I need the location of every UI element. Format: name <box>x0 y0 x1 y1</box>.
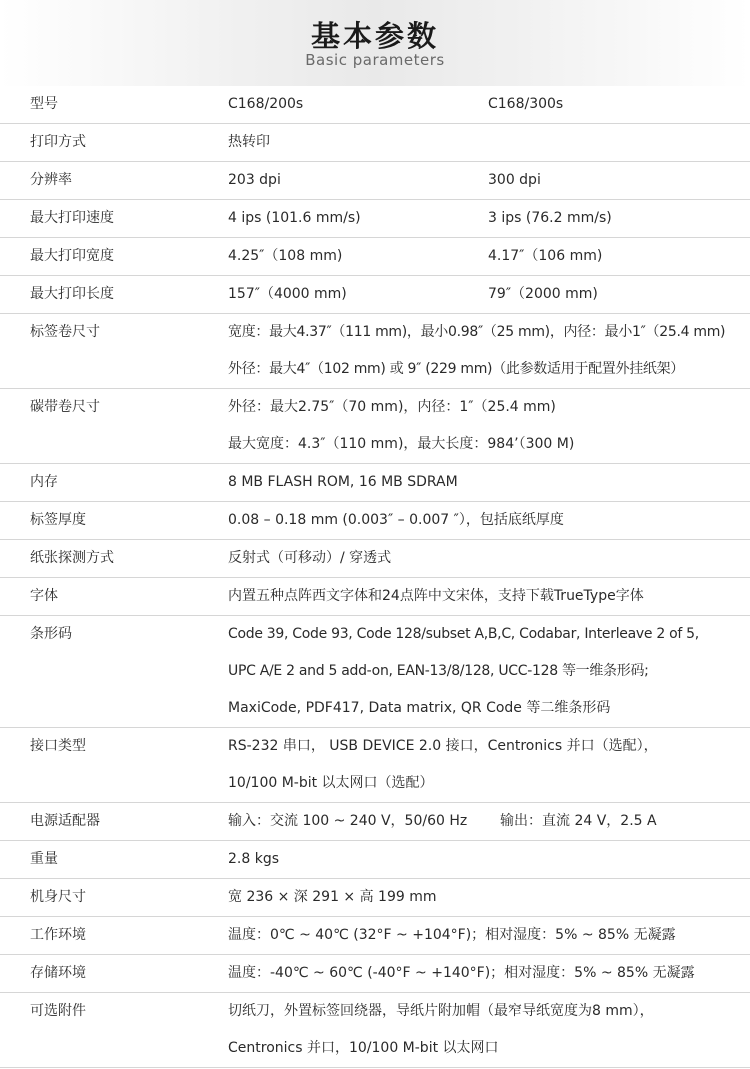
spec-value-line: 外径：最大2.75″（70 mm)，内径：1″（25.4 mm) <box>228 399 556 415</box>
spec-row-model <box>0 86 750 124</box>
spec-value-200s: 157″（4000 mm) <box>228 286 347 302</box>
spec-value-200s: 203 dpi <box>228 172 281 188</box>
spec-value-line: 10/100 M-bit 以太网口（选配） <box>228 775 434 791</box>
spec-value-300s: 79″（2000 mm) <box>488 286 598 302</box>
spec-value-line: UPC A/E 2 and 5 add-on, EAN-13/8/128, UCC-128 等一维条形码; <box>228 663 649 679</box>
spec-row-storage-env <box>0 955 750 993</box>
spec-value-line: MaxiCode, PDF417, Data matrix, QR Code 等二维条形码 <box>228 700 611 716</box>
spec-value-200s: 4.25″（108 mm) <box>228 248 343 264</box>
spec-label: 内存 <box>30 474 58 490</box>
spec-label: 最大打印长度 <box>30 286 114 302</box>
spec-row-label-thickness <box>0 502 750 540</box>
spec-row-options <box>0 993 750 1068</box>
spec-label: 机身尺寸 <box>30 889 86 905</box>
spec-row-dimensions <box>0 879 750 917</box>
spec-row-max-width <box>0 238 750 276</box>
spec-table <box>0 86 750 1068</box>
spec-row-fonts <box>0 578 750 616</box>
page-title: 基本参数 <box>310 19 439 53</box>
spec-value-300s: C168/300s <box>488 96 564 112</box>
spec-value: 反射式（可移动）/ 穿透式 <box>228 550 392 566</box>
spec-value: 0.08 – 0.18 mm (0.003″ – 0.007 ″），包括底纸厚度 <box>228 512 564 528</box>
spec-value-200s: 4 ips (101.6 mm/s) <box>228 210 361 226</box>
spec-row-label-roll <box>0 314 750 389</box>
spec-row-power <box>0 803 750 841</box>
spec-label: 可选附件 <box>30 1003 86 1019</box>
spec-row-operating-env <box>0 917 750 955</box>
spec-label: 接口类型 <box>30 738 86 754</box>
spec-row-max-length <box>0 276 750 314</box>
spec-label: 最大打印宽度 <box>30 248 114 264</box>
spec-value-line: 外径：最大4″（102 mm) 或 9″ (229 mm)（此参数适用于配置外挂纸架） <box>228 361 685 377</box>
spec-value-300s: 3 ips (76.2 mm/s) <box>488 210 612 226</box>
spec-row-barcode <box>0 616 750 728</box>
spec-value: 温度：0℃ ~ 40℃ (32°F ~ +104°F)；相对湿度：5% ~ 85% 无凝露 <box>228 927 676 943</box>
spec-label: 分辨率 <box>30 172 72 188</box>
spec-row-ribbon-roll <box>0 389 750 464</box>
spec-label: 最大打印速度 <box>30 210 114 226</box>
spec-label: 条形码 <box>30 626 72 642</box>
spec-value-300s: 300 dpi <box>488 172 541 188</box>
spec-row-memory <box>0 464 750 502</box>
spec-label: 型号 <box>30 96 58 112</box>
spec-value-line: Code 39, Code 93, Code 128/subset A,B,C, Codabar, Interleave 2 of 5, <box>228 626 699 642</box>
spec-label: 存储环境 <box>30 965 86 981</box>
spec-value: 8 MB FLASH ROM, 16 MB SDRAM <box>228 474 458 490</box>
spec-value-300s: 4.17″（106 mm) <box>488 248 603 264</box>
spec-value-line: 切纸刀，外置标签回绕器，导纸片附加帽（最窄导纸宽度为8 mm）， <box>228 1003 654 1019</box>
spec-row-resolution <box>0 162 750 200</box>
page-subtitle: Basic parameters <box>305 51 445 69</box>
spec-value: 温度：-40℃ ~ 60℃ (-40°F ~ +140°F)；相对湿度：5% ~ 85% 无凝露 <box>228 965 695 981</box>
spec-row-interface <box>0 728 750 803</box>
spec-value: 热转印 <box>228 134 270 150</box>
spec-value-line: 最大宽度：4.3″（110 mm)，最大长度：984’（300 M) <box>228 436 575 452</box>
spec-row-weight <box>0 841 750 879</box>
spec-value: 2.8 kgs <box>228 851 280 867</box>
spec-value-input: 输入：交流 100 ~ 240 V，50/60 Hz <box>228 813 468 829</box>
spec-label: 纸张探测方式 <box>30 550 114 566</box>
spec-label: 字体 <box>30 588 58 604</box>
spec-label: 重量 <box>30 851 58 867</box>
spec-row-max-speed <box>0 200 750 238</box>
spec-value-output: 输出：直流 24 V，2.5 A <box>500 813 657 829</box>
spec-row-paper-sensor <box>0 540 750 578</box>
spec-value-line: Centronics 并口，10/100 M-bit 以太网口 <box>228 1040 499 1056</box>
spec-value-line: RS-232 串口， USB DEVICE 2.0 接口，Centronics 并口（选配）， <box>228 738 658 754</box>
spec-label: 标签厚度 <box>30 512 86 528</box>
spec-value-200s: C168/200s <box>228 96 304 112</box>
spec-label: 工作环境 <box>30 927 86 943</box>
spec-value: 宽 236 × 深 291 × 高 199 mm <box>228 889 437 905</box>
spec-label: 打印方式 <box>30 134 86 150</box>
page-header <box>0 0 750 86</box>
spec-value: 内置五种点阵西文字体和24点阵中文宋体，支持下载TrueType字体 <box>228 588 644 604</box>
spec-row-print-method <box>0 124 750 162</box>
spec-value-line: 宽度：最大4.37″（111 mm)，最小0.98″（25 mm)，内径：最小1″（25.4 mm) <box>228 324 726 340</box>
spec-label: 标签卷尺寸 <box>30 324 100 340</box>
spec-label: 碳带卷尺寸 <box>30 399 100 415</box>
spec-label: 电源适配器 <box>30 813 100 829</box>
